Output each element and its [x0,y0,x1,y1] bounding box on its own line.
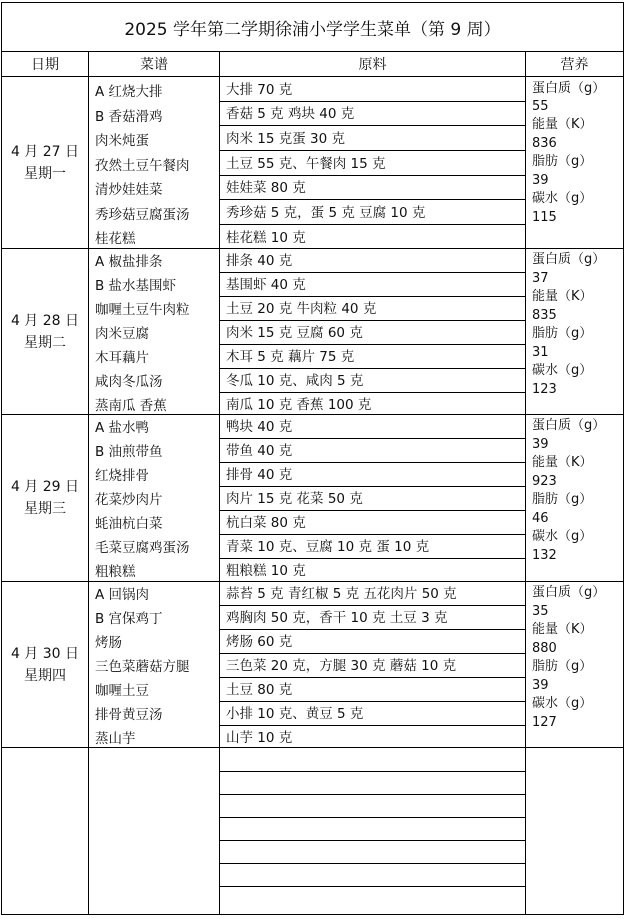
dish-item: 咖喱土豆 [95,683,149,699]
ingredient-divider [219,863,525,864]
ingredient-divider [219,486,525,487]
ingredient-item: 南瓜 10 克 香蕉 100 克 [226,397,372,413]
nutrition-label-carb: 碳水（g） [532,696,593,711]
nutrition-value-fat: 39 [532,678,549,693]
day-weekday: 星期一 [24,165,66,182]
nutrition-label-fat: 脂肪（g） [532,326,593,341]
nutrition-label-fat: 脂肪（g） [532,492,593,507]
dish-item: 咖喱土豆牛肉粒 [95,302,190,318]
nutrition-value-energy: 836 [532,136,557,151]
day-2-date-cell [2,249,88,414]
nutrition-label-carb: 碳水（g） [532,363,593,378]
day-date: 4 月 27 日 [10,143,80,160]
ingredient-divider [219,840,525,841]
dish-item: 蒸南瓜 香蕉 [95,398,167,414]
ingredient-item: 土豆 20 克 牛肉粒 40 克 [226,301,377,317]
nutrition-value-fat: 46 [532,511,549,526]
nutrition-value-protein: 37 [532,271,549,286]
ingredient-item: 排骨 40 克 [226,467,293,483]
dish-item: B 盐水基围虾 [95,278,177,294]
column-divider [525,51,526,914]
nutrition-label-energy: 能量（K） [532,289,593,304]
nutrition-label-energy: 能量（K） [532,117,593,132]
ingredient-item: 肉米 15 克蛋 30 克 [226,131,346,147]
ingredient-divider [219,605,525,606]
nutrition-value-carb: 132 [532,548,557,563]
dish-item: 花菜炒肉片 [95,492,163,508]
header-date: 日期 [31,57,59,73]
ingredient-divider [219,794,525,795]
header-nutrition: 营养 [560,57,589,73]
nutrition-label-protein: 蛋白质（g） [532,252,606,267]
ingredient-divider [219,125,525,126]
ingredient-divider [219,368,525,369]
ingredient-item: 土豆 80 克 [226,682,293,698]
dish-item: A 盐水鸭 [95,420,150,436]
nutrition-value-energy: 923 [532,474,557,489]
ingredient-divider [219,886,525,887]
ingredient-item: 肉片 15 克 花菜 50 克 [226,491,363,507]
ingredient-divider [219,534,525,535]
day-weekday: 星期四 [24,667,66,684]
ingredient-divider [219,101,525,102]
header-divider [2,76,623,77]
ingredient-item: 山芋 10 克 [226,730,293,746]
ingredient-divider [219,272,525,273]
dish-item: 蚝油杭白菜 [95,516,163,532]
ingredient-divider [219,510,525,511]
ingredient-divider [219,438,525,439]
nutrition-value-fat: 31 [532,345,549,360]
dish-item: 咸肉冬瓜汤 [95,374,163,390]
row-divider [2,747,623,748]
ingredient-item: 烤肠 60 克 [226,634,293,650]
nutrition-value-energy: 835 [532,308,557,323]
dish-item: 毛菜豆腐鸡蛋汤 [95,540,190,556]
day-3-date-cell [2,415,88,581]
nutrition-label-protein: 蛋白质（g） [532,81,606,96]
ingredient-item: 大排 70 克 [226,82,293,98]
ingredient-divider [219,344,525,345]
ingredient-item: 土豆 55 克、午餐肉 15 克 [226,156,386,172]
dish-item: B 油煎带鱼 [95,444,163,460]
nutrition-label-protein: 蛋白质（g） [532,585,606,600]
ingredient-divider [219,558,525,559]
nutrition-label-fat: 脂肪（g） [532,659,593,674]
day-date: 4 月 30 日 [10,645,80,662]
ingredient-item: 香菇 5 克 鸡块 40 克 [226,106,355,122]
dish-item: A 椒盐排条 [95,254,163,270]
nutrition-label-carb: 碳水（g） [532,529,593,544]
row-divider [2,414,623,415]
ingredient-item: 肉米 15 克 豆腐 60 克 [226,325,363,341]
nutrition-value-energy: 880 [532,641,557,656]
nutrition-label-carb: 碳水（g） [532,191,593,206]
dish-item: 排骨黄豆汤 [95,707,163,723]
day-date: 4 月 29 日 [10,479,80,495]
day-4-date-cell [2,582,88,747]
ingredient-divider [219,677,525,678]
ingredient-divider [219,462,525,463]
column-divider [88,51,89,914]
dish-item: 桂花糕 [95,231,136,247]
column-divider [219,51,220,914]
ingredient-item: 杭白菜 80 克 [226,515,306,531]
ingredient-divider [219,771,525,772]
ingredient-divider [219,653,525,654]
ingredient-item: 三色菜 20 克，方腿 30 克 蘑菇 10 克 [226,658,457,674]
dish-item: 三色菜蘑菇方腿 [95,659,190,675]
ingredient-item: 带鱼 40 克 [226,443,293,459]
ingredient-divider [219,817,525,818]
ingredient-item: 鸭块 40 克 [226,419,293,435]
nutrition-label-fat: 脂肪（g） [532,154,593,169]
ingredient-divider [219,725,525,726]
ingredient-item: 青菜 10 克、豆腐 10 克 蛋 10 克 [226,539,430,555]
row-divider [2,248,623,249]
ingredient-item: 娃娃菜 80 克 [226,180,306,196]
ingredient-item: 秀珍菇 5 克，蛋 5 克 豆腐 10 克 [226,205,426,221]
dish-item: 烤肠 [95,635,122,651]
nutrition-value-fat: 39 [532,173,549,188]
ingredient-divider [219,199,525,200]
ingredient-divider [219,296,525,297]
ingredient-item: 排条 40 克 [226,253,293,269]
ingredient-item: 桂花糕 10 克 [226,230,306,246]
ingredient-item: 粗粮糕 10 克 [226,563,306,579]
ingredient-divider [219,701,525,702]
day-1-date-cell [2,77,88,248]
menu-table [1,2,624,915]
dish-item: B 香菇滑鸡 [95,109,163,125]
day-weekday: 星期二 [24,334,66,351]
nutrition-value-carb: 115 [532,210,557,225]
ingredient-item: 木耳 5 克 藕片 75 克 [226,349,355,365]
dish-item: A 红烧大排 [95,84,163,100]
header-menu: 菜谱 [140,57,168,73]
row-divider [2,581,623,582]
dish-item: 秀珍菇豆腐蛋汤 [95,207,190,223]
nutrition-value-carb: 123 [532,382,557,397]
nutrition-value-carb: 127 [532,715,557,730]
ingredient-item: 基围虾 40 克 [226,277,306,293]
dish-item: A 回锅肉 [95,587,150,603]
dish-item: 肉米炖蛋 [95,133,149,149]
dish-item: 木耳藕片 [95,350,149,366]
dish-item: 蒸山芋 [95,731,136,747]
ingredient-item: 蒜苔 5 克 青红椒 5 克 五花肉片 50 克 [226,586,457,602]
dish-item: 清炒娃娃菜 [95,182,163,198]
ingredient-item: 小排 10 克、黄豆 5 克 [226,706,364,722]
nutrition-label-protein: 蛋白质（g） [532,418,606,433]
ingredient-divider [219,150,525,151]
day-weekday: 星期三 [24,501,66,517]
header-ingredients: 原料 [358,57,387,73]
nutrition-value-protein: 55 [532,99,549,114]
dish-item: 粗粮糕 [95,564,136,580]
ingredient-divider [219,224,525,225]
nutrition-value-protein: 39 [532,437,549,452]
ingredient-divider [219,175,525,176]
dish-item: 肉米豆腐 [95,326,149,342]
ingredient-divider [219,629,525,630]
nutrition-value-protein: 35 [532,604,549,619]
dish-item: B 宫保鸡丁 [95,611,163,627]
dish-item: 孜然土豆午餐肉 [95,158,190,174]
nutrition-label-energy: 能量（K） [532,455,593,470]
nutrition-label-energy: 能量（K） [532,622,593,637]
page-title: 2025 学年第二学期徐浦小学学生菜单（第 9 周） [2,3,623,52]
dish-item: 红烧排骨 [95,468,149,484]
ingredient-divider [219,392,525,393]
ingredient-item: 鸡胸肉 50 克，香干 10 克 土豆 3 克 [226,610,448,626]
ingredient-item: 冬瓜 10 克、咸肉 5 克 [226,373,364,389]
ingredient-divider [219,320,525,321]
day-date: 4 月 28 日 [10,312,80,329]
